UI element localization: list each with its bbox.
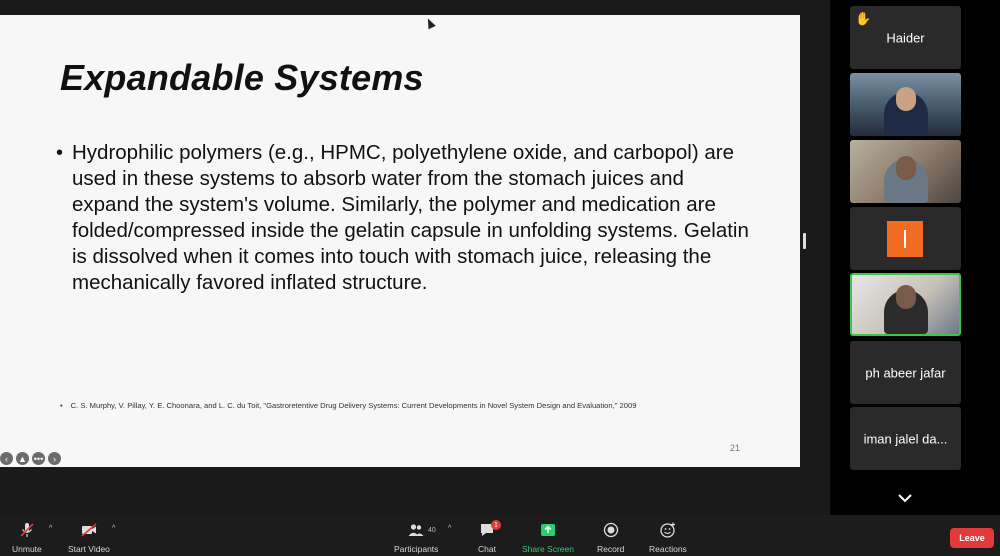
participant-tile-avatar[interactable]: [850, 207, 961, 270]
slide-bullet: [56, 140, 756, 296]
unmute-label: Unmute: [12, 544, 42, 554]
next-slide-icon[interactable]: ›: [48, 452, 61, 465]
participant-tile-haider[interactable]: [850, 6, 961, 69]
participant-name: iman jalel da...: [863, 431, 948, 446]
pointer-icon[interactable]: ▲: [16, 452, 29, 465]
participant-video-tile[interactable]: [850, 140, 961, 203]
bullet-marker: •: [56, 142, 64, 164]
citation-text: C. S. Murphy, V. Pillay, Y. E. Choonara, and L. C. du Toit, "Gastroretentive Drug Delivery Systems: Current Developments in Novel System Design and Evaluation," 2009: [70, 401, 637, 410]
participant-name: ph abeer jafar: [865, 365, 946, 380]
panel-resize-handle[interactable]: [803, 233, 806, 249]
more-options-icon[interactable]: •••: [33, 453, 44, 464]
unmute-button[interactable]: [12, 522, 42, 554]
raised-hand-icon: ✋: [855, 11, 872, 26]
participant-tile-abeer[interactable]: [850, 341, 961, 404]
presentation-slide: [0, 15, 800, 467]
reactions-label: Reactions: [649, 544, 687, 554]
slide-page-number: 21: [730, 443, 741, 453]
participant-gallery-strip: [830, 0, 1000, 515]
record-icon: [603, 522, 619, 538]
share-screen-icon: [540, 522, 556, 538]
participant-video: [852, 275, 959, 334]
participant-video: [850, 140, 961, 203]
chevron-down-icon[interactable]: [897, 490, 913, 506]
previous-slide-icon[interactable]: ‹: [0, 452, 13, 465]
slide-body-text: Hydrophilic polymers (e.g., HPMC, polyethylene oxide, and carbopol) are used in these systems to absorb water from the stomach juices and expand the system's volume. Similarly, the polymer and medication are folded/compressed inside the gelatin capsule in unfolding systems. Gelatin is dissolved when it comes into touch with stomach juice, releasing the mechanically favored inflated structure.: [72, 141, 749, 294]
participant-video: [850, 73, 961, 136]
participant-name: Haider: [886, 30, 925, 45]
participant-count: 40: [428, 527, 436, 534]
participant-face: [896, 285, 916, 309]
audio-options-caret-icon[interactable]: ^: [49, 525, 53, 532]
share-screen-label: Share Screen: [522, 544, 574, 554]
video-options-caret-icon[interactable]: ^: [112, 525, 116, 532]
record-label: Record: [597, 544, 625, 554]
chat-unread-badge: 1: [491, 520, 501, 530]
participant-face: [896, 87, 916, 111]
participant-face: [896, 156, 916, 180]
reactions-icon: [660, 522, 676, 538]
slide-citation: [60, 401, 636, 410]
reactions-button[interactable]: [649, 522, 687, 554]
participant-tile-iman[interactable]: [850, 407, 961, 470]
active-speaker-tile[interactable]: [850, 273, 961, 336]
participants-options-caret-icon[interactable]: ^: [448, 525, 452, 532]
citation-bullet: •: [60, 401, 63, 410]
start-video-label: Start Video: [68, 544, 110, 554]
slide-title: Expandable Systems: [60, 57, 424, 98]
record-button[interactable]: [597, 522, 624, 554]
avatar-mark: [904, 230, 906, 248]
participant-video-tile[interactable]: [850, 73, 961, 136]
chat-label: Chat: [478, 544, 496, 554]
share-screen-button[interactable]: [522, 522, 574, 554]
start-video-button[interactable]: [68, 522, 110, 554]
video-off-icon: [81, 522, 97, 538]
slide-navigation-controls: [0, 452, 61, 465]
leave-meeting-button[interactable]: Leave: [950, 528, 994, 548]
muted-microphone-icon: [19, 522, 35, 538]
participants-icon: [408, 522, 424, 538]
participants-label: Participants: [394, 544, 439, 554]
orange-avatar-icon: [887, 221, 923, 257]
